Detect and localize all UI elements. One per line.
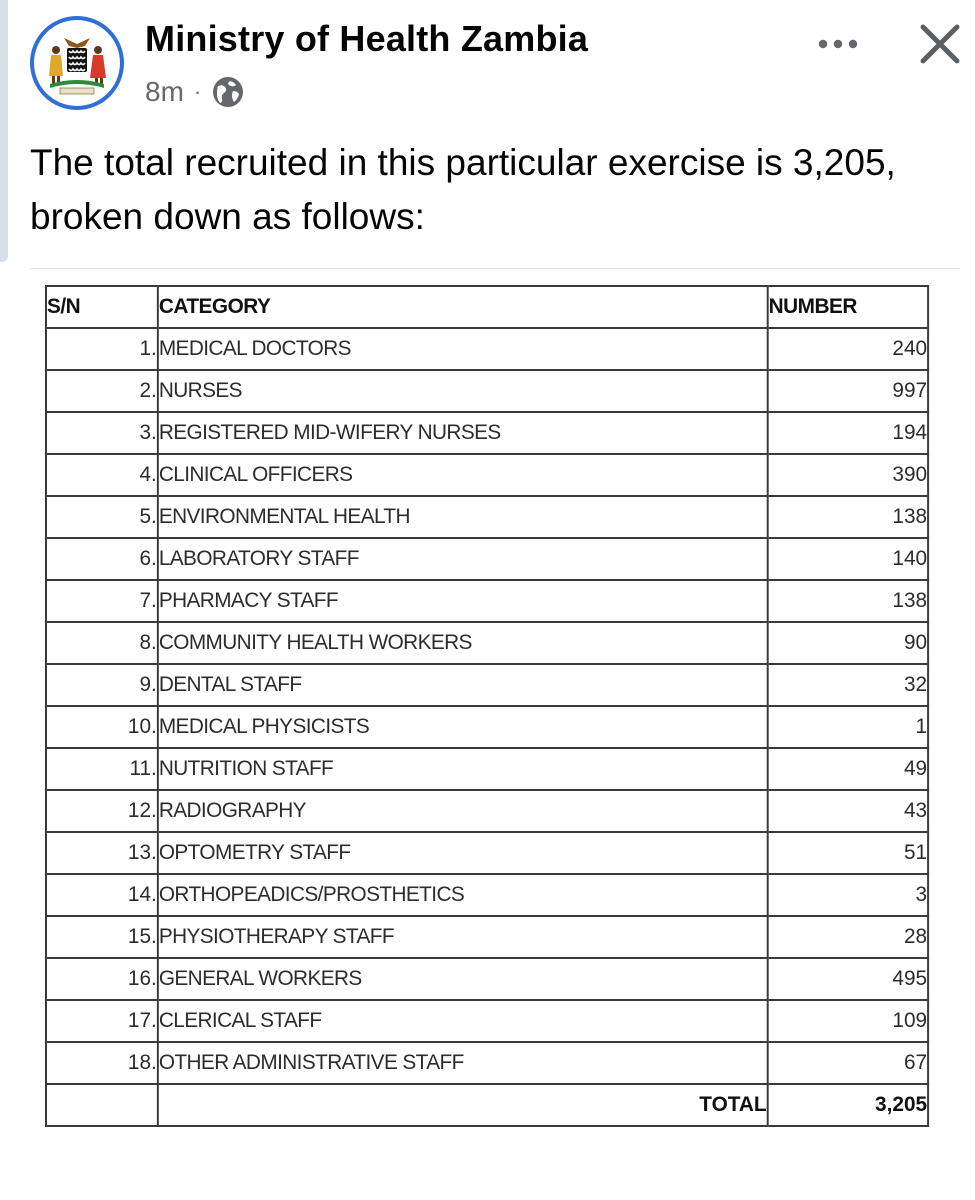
row-sn: 15. — [46, 916, 158, 958]
row-sn: 12. — [46, 790, 158, 832]
row-sn: 5. — [46, 496, 158, 538]
post-text: The total recruited in this particular exercise is 3,205, broken down as follows: — [30, 142, 896, 237]
total-row — [46, 1084, 928, 1126]
row-sn: 10. — [46, 706, 158, 748]
page-name[interactable]: Ministry of Health Zambia — [145, 18, 589, 59]
table-row — [46, 1000, 928, 1042]
more-horizontal-icon — [816, 38, 860, 50]
row-category: PHARMACY STAFF — [158, 580, 768, 622]
row-category: NUTRITION STAFF — [158, 748, 768, 790]
row-number: 997 — [768, 370, 928, 412]
header-sn: S/N — [46, 286, 158, 328]
table-row — [46, 874, 928, 916]
table-row — [46, 496, 928, 538]
row-number: 495 — [768, 958, 928, 1000]
row-sn: 7. — [46, 580, 158, 622]
row-number: 90 — [768, 622, 928, 664]
row-number: 51 — [768, 832, 928, 874]
left-edge-bar — [0, 0, 8, 262]
row-category: ENVIRONMENTAL HEALTH — [158, 496, 768, 538]
total-empty-cell — [46, 1084, 158, 1126]
table-row — [46, 370, 928, 412]
row-category: DENTAL STAFF — [158, 664, 768, 706]
table-row — [46, 412, 928, 454]
total-value: 3,205 — [768, 1084, 928, 1126]
post-image-document[interactable] — [30, 268, 960, 1173]
row-category: MEDICAL DOCTORS — [158, 328, 768, 370]
table-row — [46, 664, 928, 706]
table-row — [46, 832, 928, 874]
row-number: 240 — [768, 328, 928, 370]
row-category: MEDICAL PHYSICISTS — [158, 706, 768, 748]
more-options-button[interactable] — [808, 24, 868, 64]
row-number: 3 — [768, 874, 928, 916]
row-sn: 1. — [46, 328, 158, 370]
globe-icon — [211, 75, 245, 109]
table-row — [46, 1042, 928, 1084]
table-body — [46, 328, 928, 1084]
row-sn: 2. — [46, 370, 158, 412]
row-sn: 9. — [46, 664, 158, 706]
row-category: PHYSIOTHERAPY STAFF — [158, 916, 768, 958]
recruitment-table — [45, 285, 929, 1127]
table-row — [46, 580, 928, 622]
row-sn: 6. — [46, 538, 158, 580]
row-category: OPTOMETRY STAFF — [158, 832, 768, 874]
row-sn: 16. — [46, 958, 158, 1000]
row-number: 67 — [768, 1042, 928, 1084]
row-number: 138 — [768, 496, 928, 538]
row-category: CLERICAL STAFF — [158, 1000, 768, 1042]
table-row — [46, 328, 928, 370]
row-number: 49 — [768, 748, 928, 790]
row-number: 28 — [768, 916, 928, 958]
row-number: 43 — [768, 790, 928, 832]
row-number: 140 — [768, 538, 928, 580]
row-sn: 13. — [46, 832, 158, 874]
header-number: NUMBER — [768, 286, 928, 328]
table-header-row — [46, 286, 928, 328]
row-category: NURSES — [158, 370, 768, 412]
total-label: TOTAL — [158, 1084, 768, 1126]
row-category: GENERAL WORKERS — [158, 958, 768, 1000]
table-row — [46, 916, 928, 958]
avatar[interactable] — [30, 16, 124, 110]
row-number: 194 — [768, 412, 928, 454]
table-row — [46, 790, 928, 832]
row-number: 390 — [768, 454, 928, 496]
row-sn: 17. — [46, 1000, 158, 1042]
row-category: ORTHOPEADICS/PROSTHETICS — [158, 874, 768, 916]
post-timestamp[interactable]: 8m — [145, 76, 184, 107]
row-sn: 4. — [46, 454, 158, 496]
table-row — [46, 622, 928, 664]
row-sn: 3. — [46, 412, 158, 454]
row-category: LABORATORY STAFF — [158, 538, 768, 580]
row-category: RADIOGRAPHY — [158, 790, 768, 832]
header-category: CATEGORY — [158, 286, 768, 328]
row-number: 32 — [768, 664, 928, 706]
table-row — [46, 454, 928, 496]
coat-of-arms-icon — [34, 20, 120, 106]
post-meta — [145, 74, 245, 110]
row-number: 138 — [768, 580, 928, 622]
row-category: OTHER ADMINISTRATIVE STAFF — [158, 1042, 768, 1084]
row-number: 109 — [768, 1000, 928, 1042]
close-icon — [918, 22, 962, 66]
row-number: 1 — [768, 706, 928, 748]
row-sn: 11. — [46, 748, 158, 790]
row-category: REGISTERED MID-WIFERY NURSES — [158, 412, 768, 454]
table-row — [46, 538, 928, 580]
row-sn: 8. — [46, 622, 158, 664]
table-row — [46, 706, 928, 748]
row-sn: 18. — [46, 1042, 158, 1084]
table-row — [46, 748, 928, 790]
table-row — [46, 958, 928, 1000]
meta-separator: · — [193, 79, 202, 104]
close-button[interactable] — [914, 18, 966, 70]
row-category: CLINICAL OFFICERS — [158, 454, 768, 496]
post-header — [30, 16, 975, 116]
row-sn: 14. — [46, 874, 158, 916]
row-category: COMMUNITY HEALTH WORKERS — [158, 622, 768, 664]
